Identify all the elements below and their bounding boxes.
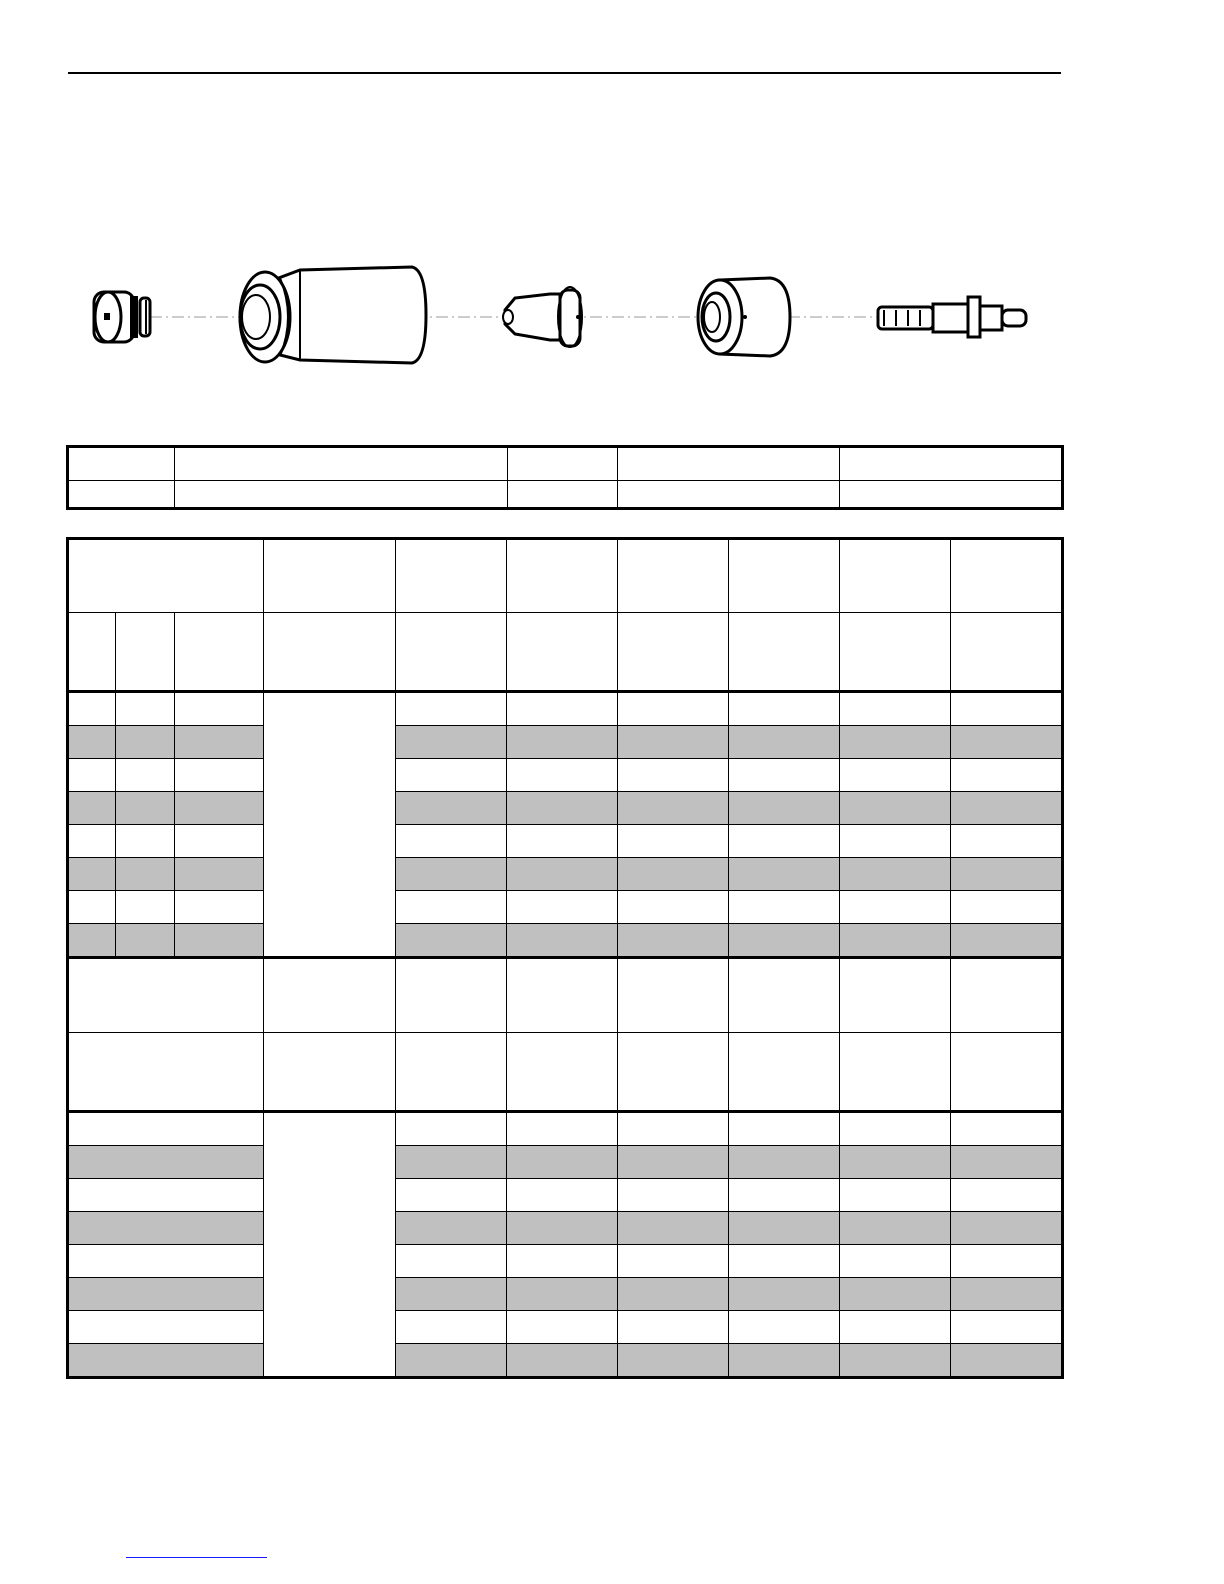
table-cell [951, 958, 1063, 1033]
table-cell [175, 613, 264, 692]
table-row [68, 1278, 1063, 1311]
table-cell [618, 447, 840, 481]
table-cell [729, 825, 840, 858]
table-cell [175, 924, 264, 958]
table-cell [507, 692, 618, 726]
table-cell [618, 1311, 729, 1344]
table-cell [729, 1179, 840, 1212]
table-cell [68, 1179, 264, 1212]
table-cell [840, 481, 1063, 509]
table-row [68, 692, 1063, 726]
table-cell [507, 1146, 618, 1179]
table-cell [618, 481, 840, 509]
table-cell [618, 1344, 729, 1378]
table-cell [729, 1344, 840, 1378]
table-cell [618, 726, 729, 759]
table-cell [68, 858, 116, 891]
table-cell [840, 1311, 951, 1344]
table-row [68, 924, 1063, 958]
table-cell [396, 825, 507, 858]
table-cell [951, 924, 1063, 958]
table-cell [116, 825, 175, 858]
table-cell [951, 759, 1063, 792]
table-cell [618, 1245, 729, 1278]
table-cell [508, 447, 618, 481]
table-cell [507, 1212, 618, 1245]
table-cell [116, 792, 175, 825]
table-cell [175, 858, 264, 891]
table-cell [507, 1179, 618, 1212]
table-cell [729, 891, 840, 924]
table-cell [175, 481, 508, 509]
consumables-illustration [0, 250, 1224, 380]
table-cell [618, 1112, 729, 1146]
table-header-row [68, 613, 1063, 692]
table-cell [68, 447, 175, 481]
table-cell [116, 858, 175, 891]
table-cell [508, 481, 618, 509]
table-row [68, 1112, 1063, 1146]
table-row [68, 792, 1063, 825]
table-cell [840, 858, 951, 891]
table-cell [507, 1112, 618, 1146]
table-cell [618, 613, 729, 692]
table-cell [175, 759, 264, 792]
table-header-row [68, 539, 1063, 613]
table-cell [116, 726, 175, 759]
table-cell [729, 1112, 840, 1146]
table-cell [618, 1179, 729, 1212]
table-row [68, 447, 1063, 481]
table-cell [951, 539, 1063, 613]
table-cell [618, 1278, 729, 1311]
table-cell [68, 792, 116, 825]
table-cell [951, 1179, 1063, 1212]
table-cell [507, 792, 618, 825]
table-cell [618, 891, 729, 924]
table-cell [396, 858, 507, 891]
table-row [68, 1311, 1063, 1344]
table-cell [840, 792, 951, 825]
table-row [68, 825, 1063, 858]
table-cell [507, 613, 618, 692]
table-cell [175, 692, 264, 726]
table-cell [396, 1245, 507, 1278]
table-cell [396, 1311, 507, 1344]
table-header-row [68, 1033, 1063, 1112]
table-cell [264, 958, 396, 1033]
table-cell [729, 1245, 840, 1278]
table-cell [396, 692, 507, 726]
table-cell [840, 692, 951, 726]
table-cell [507, 726, 618, 759]
table-cell [729, 539, 840, 613]
table-cell [618, 692, 729, 726]
table-cell [507, 825, 618, 858]
table-header-row [68, 958, 1063, 1033]
table-cell [68, 539, 264, 613]
table-cell [68, 1278, 264, 1311]
table-cell [68, 1212, 264, 1245]
table-cell [507, 1278, 618, 1311]
table-cell [507, 891, 618, 924]
table-cell [729, 1212, 840, 1245]
table-cell [68, 1311, 264, 1344]
table-cell [951, 1344, 1063, 1378]
table-cell [68, 924, 116, 958]
table-cell [507, 759, 618, 792]
table-cell [951, 825, 1063, 858]
table-cell [175, 825, 264, 858]
table-cell [618, 924, 729, 958]
table-row [68, 1344, 1063, 1378]
table-cell [618, 1146, 729, 1179]
table-cell [618, 539, 729, 613]
table-cell [951, 726, 1063, 759]
table-cell [951, 1311, 1063, 1344]
table-cell [840, 1146, 951, 1179]
table-cell [396, 1344, 507, 1378]
table-cell [618, 858, 729, 891]
table-cell [68, 1112, 264, 1146]
table-cell [116, 692, 175, 726]
table-cell [116, 613, 175, 692]
table-cell [396, 958, 507, 1033]
table-cell [396, 613, 507, 692]
table-cell [840, 924, 951, 958]
table-cell [729, 924, 840, 958]
table-cell [396, 1146, 507, 1179]
table-cell [396, 1179, 507, 1212]
table-cell [840, 539, 951, 613]
table-cell [618, 1033, 729, 1112]
table-cell [729, 1033, 840, 1112]
summary-table [66, 445, 1064, 510]
table-cell [68, 613, 116, 692]
table-cell [396, 1278, 507, 1311]
table-cell [396, 1212, 507, 1245]
table-row [68, 1146, 1063, 1179]
table-cell [68, 1033, 264, 1112]
table-cell [264, 613, 396, 692]
table-cell [68, 958, 264, 1033]
table-cell [396, 759, 507, 792]
table-cell [396, 891, 507, 924]
table-cell [840, 1033, 951, 1112]
table-cell [175, 792, 264, 825]
table-cell [68, 692, 116, 726]
table-cell [951, 1033, 1063, 1112]
table-cell [618, 958, 729, 1033]
table-cell [840, 447, 1063, 481]
table-cell [264, 692, 396, 958]
table-cell [68, 726, 116, 759]
table-row [68, 1212, 1063, 1245]
table-cell [116, 759, 175, 792]
table-cell [951, 613, 1063, 692]
table-cell [951, 858, 1063, 891]
table-cell [68, 759, 116, 792]
table-cell [396, 792, 507, 825]
table-cell [951, 1146, 1063, 1179]
table-cell [68, 1245, 264, 1278]
retaining-cap-icon [94, 292, 150, 342]
table-cell [618, 759, 729, 792]
table-cell [951, 1245, 1063, 1278]
table-row [68, 726, 1063, 759]
table-cell [840, 759, 951, 792]
table-cell [840, 891, 951, 924]
table-cell [116, 924, 175, 958]
table-cell [264, 539, 396, 613]
table-cell [840, 1344, 951, 1378]
table-cell [729, 613, 840, 692]
electrode-icon [878, 297, 1026, 337]
table-cell [840, 958, 951, 1033]
table-cell [840, 825, 951, 858]
table-cell [507, 858, 618, 891]
table-cell [618, 825, 729, 858]
table-cell [507, 924, 618, 958]
table-cell [175, 891, 264, 924]
table-cell [840, 1212, 951, 1245]
table-cell [840, 613, 951, 692]
table-cell [729, 1146, 840, 1179]
table-cell [618, 792, 729, 825]
table-cell [840, 1245, 951, 1278]
table-row [68, 481, 1063, 509]
table-cell [507, 1245, 618, 1278]
shield-cup-icon [240, 267, 426, 363]
table-cell [175, 726, 264, 759]
table-cell [729, 858, 840, 891]
table-cell [68, 825, 116, 858]
table-cell [396, 539, 507, 613]
table-cell [396, 1033, 507, 1112]
table-row [68, 759, 1063, 792]
table-cell [507, 1344, 618, 1378]
table-cell [116, 891, 175, 924]
table-cell [729, 1278, 840, 1311]
table-row [68, 858, 1063, 891]
table-cell [68, 891, 116, 924]
cut-chart-table [66, 537, 1064, 1379]
table-cell [68, 1344, 264, 1378]
table-cell [396, 726, 507, 759]
table-cell [618, 1212, 729, 1245]
table-row [68, 1245, 1063, 1278]
table-cell [951, 692, 1063, 726]
table-cell [396, 924, 507, 958]
table-cell [840, 1278, 951, 1311]
header-rule [68, 72, 1061, 74]
table-cell [729, 958, 840, 1033]
table-cell [951, 1278, 1063, 1311]
table-cell [840, 1179, 951, 1212]
table-cell [68, 481, 175, 509]
table-cell [951, 792, 1063, 825]
table-cell [951, 1112, 1063, 1146]
table-cell [840, 726, 951, 759]
swirl-ring-icon [698, 278, 790, 356]
table-row [68, 891, 1063, 924]
table-cell [951, 891, 1063, 924]
table-cell [396, 1112, 507, 1146]
table-cell [729, 792, 840, 825]
table-cell [729, 759, 840, 792]
table-cell [507, 1311, 618, 1344]
table-cell [729, 1311, 840, 1344]
table-cell [729, 692, 840, 726]
table-cell [729, 726, 840, 759]
table-cell [507, 958, 618, 1033]
table-cell [264, 1033, 396, 1112]
table-cell [951, 1212, 1063, 1245]
table-cell [175, 447, 508, 481]
table-cell [507, 539, 618, 613]
table-cell [68, 1146, 264, 1179]
footer-link[interactable] [126, 1557, 267, 1558]
table-row [68, 1179, 1063, 1212]
table-cell [840, 1112, 951, 1146]
table-cell [264, 1112, 396, 1378]
table-cell [507, 1033, 618, 1112]
nozzle-icon [503, 287, 582, 347]
